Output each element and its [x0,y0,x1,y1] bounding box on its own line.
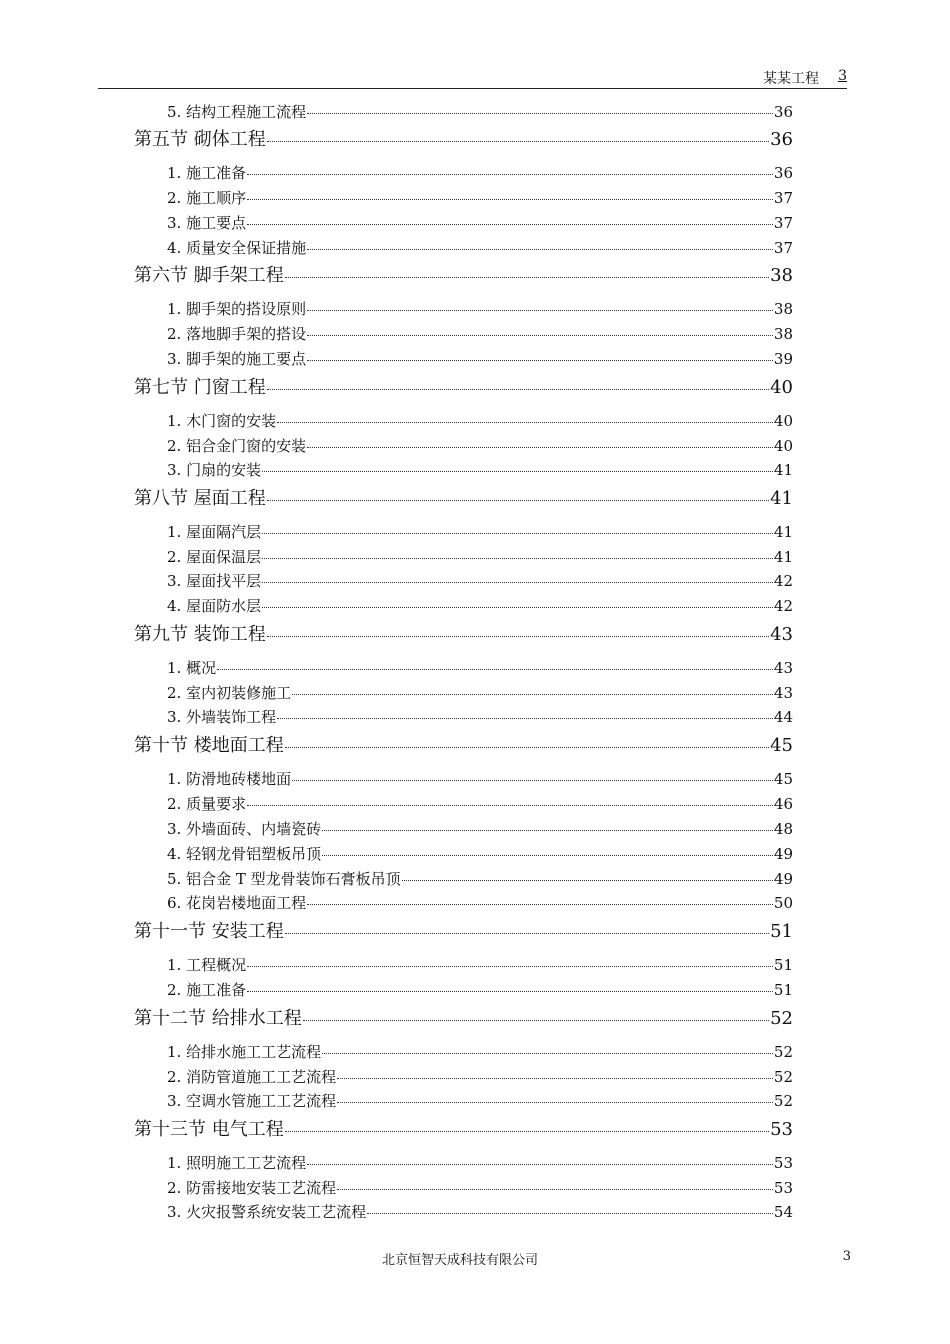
toc-entry-page: 42 [773,572,793,590]
toc-entry-page: 40 [773,437,793,455]
toc-entry-page: 54 [773,1203,793,1221]
toc-subsection-entry[interactable] [167,892,793,913]
toc-subsection-entry[interactable] [167,1066,793,1087]
toc-leader-dots [307,347,773,362]
toc-subsection-entry[interactable] [167,101,793,122]
toc-leader-dots [262,594,773,609]
toc-subsection-entry[interactable] [167,595,793,616]
toc-leader-dots [217,656,773,671]
toc-entry-page: 40 [770,377,793,398]
toc-subsection-entry[interactable] [167,1090,793,1111]
toc-entry-page: 38 [773,325,793,343]
toc-subsection-entry[interactable] [167,657,793,678]
toc-entry-page: 51 [773,981,793,999]
toc-section-entry[interactable] [134,620,793,646]
toc-leader-dots [307,297,773,312]
toc-entry-page: 41 [770,488,793,509]
toc-entry-page: 44 [773,708,793,726]
toc-entry-page: 52 [773,1043,793,1061]
toc-leader-dots [262,569,773,584]
toc-entry-page: 53 [770,1119,793,1140]
toc-entry-label: 2. 铝合金门窗的安装 [167,437,307,455]
toc-subsection-entry[interactable] [167,162,793,183]
toc-entry-label: 3. 脚手架的施工要点 [167,350,307,368]
toc-entry-label: 第十三节 电气工程 [134,1119,284,1140]
toc-entry-page: 51 [770,921,793,942]
footer-page-number: 3 [842,1249,851,1264]
toc-entry-page: 39 [773,350,793,368]
toc-leader-dots [247,186,773,201]
toc-leader-dots [285,1115,769,1132]
toc-leader-dots [285,731,769,748]
toc-leader-dots [285,917,769,934]
toc-entry-page: 41 [773,548,793,566]
toc-leader-dots [292,681,773,696]
toc-section-entry[interactable] [134,484,793,510]
toc-leader-dots [337,1065,773,1080]
toc-leader-dots [307,100,773,115]
toc-leader-dots [247,161,773,176]
toc-subsection-entry[interactable] [167,818,793,839]
toc-subsection-entry[interactable] [167,682,793,703]
toc-leader-dots [285,261,769,278]
toc-leader-dots [337,1089,773,1104]
toc-entry-label: 3. 屋面找平层 [167,572,262,590]
page-header [98,66,847,89]
toc-subsection-entry[interactable] [167,954,793,975]
toc-entry-label: 第十节 楼地面工程 [134,735,284,756]
footer-company: 北京恒智天成科技有限公司 [381,1253,538,1268]
toc-subsection-entry[interactable] [167,298,793,319]
toc-entry-page: 36 [773,164,793,182]
toc-entry-label: 2. 屋面保温层 [167,548,262,566]
toc-entry-page: 36 [773,103,793,121]
toc-entry-label: 第五节 砌体工程 [134,129,266,150]
toc-entry-page: 37 [773,239,793,257]
toc-entry-label: 5. 结构工程施工流程 [167,103,307,121]
toc-subsection-entry[interactable] [167,212,793,233]
toc-subsection-entry[interactable] [167,768,793,789]
toc-entry-label: 第十一节 安装工程 [134,921,284,942]
toc-subsection-entry[interactable] [167,843,793,864]
toc-subsection-entry[interactable] [167,237,793,258]
toc-entry-page: 41 [773,461,793,479]
toc-subsection-entry[interactable] [167,868,793,889]
toc-leader-dots [307,891,773,906]
toc-entry-page: 38 [770,265,793,286]
toc-subsection-entry[interactable] [167,348,793,369]
toc-leader-dots [322,817,773,832]
toc-entry-page: 53 [773,1179,793,1197]
toc-entry-page: 36 [770,129,793,150]
toc-subsection-entry[interactable] [167,459,793,480]
toc-subsection-entry[interactable] [167,410,793,431]
toc-entry-label: 3. 外墙装饰工程 [167,708,277,726]
toc-entry-label: 第六节 脚手架工程 [134,265,284,286]
toc-leader-dots [322,1040,773,1055]
toc-subsection-entry[interactable] [167,323,793,344]
toc-entry-page: 52 [773,1092,793,1110]
toc-subsection-entry[interactable] [167,1201,793,1222]
toc-section-entry[interactable] [134,1115,793,1141]
toc-entry-page: 42 [773,597,793,615]
toc-entry-page: 52 [773,1068,793,1086]
toc-entry-label: 1. 施工准备 [167,164,247,182]
toc-entry-label: 4. 轻钢龙骨铝塑板吊顶 [167,845,322,863]
toc-entry-label: 1. 给排水施工工艺流程 [167,1043,322,1061]
toc-section-entry[interactable] [134,373,793,399]
toc-entry-page: 41 [773,523,793,541]
toc-leader-dots [307,322,773,337]
toc-leader-dots [337,1176,773,1191]
toc-leader-dots [262,458,773,473]
toc-entry-label: 1. 木门窗的安装 [167,412,277,430]
toc-leader-dots [262,545,773,560]
toc-leader-dots [402,867,773,882]
toc-leader-dots [247,792,773,807]
toc-entry-page: 50 [773,894,793,912]
toc-entry-label: 2. 消防管道施工工艺流程 [167,1068,337,1086]
toc-entry-label: 5. 铝合金 T 型龙骨装饰石膏板吊顶 [167,870,401,888]
toc-entry-label: 6. 花岗岩楼地面工程 [167,894,307,912]
toc-leader-dots [307,1151,773,1166]
toc-entry-label: 第十二节 给排水工程 [134,1008,302,1029]
toc-entry-page: 52 [770,1008,793,1029]
toc-entry-label: 1. 概况 [167,659,217,677]
toc-section-entry[interactable] [134,731,793,757]
toc-entry-label: 1. 脚手架的搭设原则 [167,300,307,318]
toc-subsection-entry[interactable] [167,546,793,567]
toc-entry-label: 2. 质量要求 [167,795,247,813]
toc-entry-label: 4. 质量安全保证措施 [167,239,307,257]
toc-leader-dots [267,620,769,637]
toc-entry-label: 2. 室内初装修施工 [167,684,292,702]
toc-leader-dots [322,842,773,857]
toc-leader-dots [277,705,773,720]
toc-entry-label: 2. 施工准备 [167,981,247,999]
toc-entry-page: 46 [773,795,793,813]
toc-leader-dots [292,767,773,782]
toc-entry-label: 3. 外墙面砖、内墙瓷砖 [167,820,322,838]
toc-entry-page: 48 [773,820,793,838]
toc-leader-dots [247,953,773,968]
toc-leader-dots [247,978,773,993]
toc-entry-page: 49 [773,870,793,888]
toc-entry-label: 2. 施工顺序 [167,189,247,207]
toc-entry-page: 37 [773,189,793,207]
toc-subsection-entry[interactable] [167,979,793,1000]
toc-entry-label: 2. 落地脚手架的搭设 [167,325,307,343]
toc-entry-page: 43 [770,624,793,645]
toc-entry-page: 38 [773,300,793,318]
toc-entry-page: 43 [773,684,793,702]
toc-entry-label: 1. 屋面隔汽层 [167,523,262,541]
toc-entry-label: 1. 照明施工工艺流程 [167,1154,307,1172]
toc-subsection-entry[interactable] [167,435,793,456]
toc-leader-dots [307,434,773,449]
toc-leader-dots [267,125,769,142]
toc-subsection-entry[interactable] [167,1041,793,1062]
toc-leader-dots [267,373,769,390]
toc-subsection-entry[interactable] [167,570,793,591]
toc-entry-page: 49 [773,845,793,863]
toc-subsection-entry[interactable] [167,187,793,208]
toc-entry-page: 43 [773,659,793,677]
toc-subsection-entry[interactable] [167,1177,793,1198]
toc-entry-page: 40 [773,412,793,430]
toc-leader-dots [247,211,773,226]
header-page-number: 3 [838,68,847,84]
toc-entry-label: 第八节 屋面工程 [134,488,266,509]
toc-leader-dots [262,520,773,535]
toc-section-entry[interactable] [134,125,793,151]
toc-entry-page: 53 [773,1154,793,1172]
toc-section-entry[interactable] [134,1004,793,1030]
toc-entry-page: 51 [773,956,793,974]
toc-leader-dots [267,484,769,501]
toc-entry-label: 第七节 门窗工程 [134,377,266,398]
toc-entry-label: 3. 空调水管施工工艺流程 [167,1092,337,1110]
toc-subsection-entry[interactable] [167,706,793,727]
toc-entry-label: 3. 火灾报警系统安装工艺流程 [167,1203,367,1221]
toc-entry-label: 1. 工程概况 [167,956,247,974]
toc-section-entry[interactable] [134,917,793,943]
toc-section-entry[interactable] [134,261,793,287]
toc-entry-label: 2. 防雷接地安装工艺流程 [167,1179,337,1197]
toc-leader-dots [277,409,773,424]
toc-subsection-entry[interactable] [167,793,793,814]
toc-entry-page: 45 [770,735,793,756]
toc-entry-label: 3. 门扇的安装 [167,461,262,479]
toc-entry-page: 37 [773,214,793,232]
toc-entry-page: 45 [773,770,793,788]
toc-entry-label: 3. 施工要点 [167,214,247,232]
toc-leader-dots [307,236,773,251]
toc-entry-label: 1. 防滑地砖楼地面 [167,770,292,788]
toc-subsection-entry[interactable] [167,1152,793,1173]
toc-leader-dots [303,1004,769,1021]
toc-subsection-entry[interactable] [167,521,793,542]
toc-leader-dots [367,1200,773,1215]
header-title: 某某工程 [763,71,819,87]
toc-entry-label: 4. 屋面防水层 [167,597,262,615]
toc-entry-label: 第九节 装饰工程 [134,624,266,645]
